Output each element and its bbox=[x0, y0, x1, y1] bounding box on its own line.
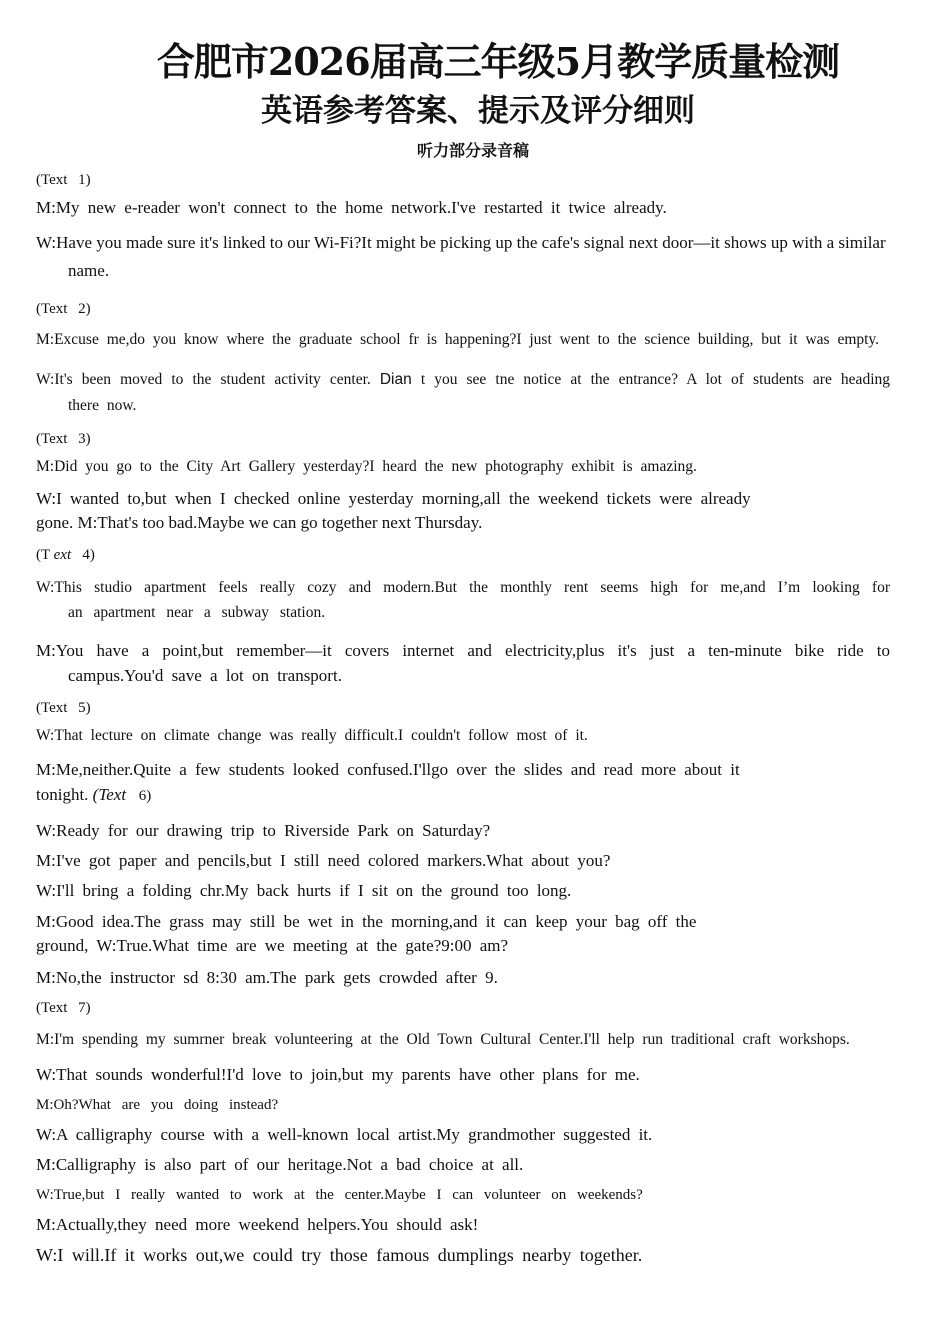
text-4-label: (T ext 4) bbox=[36, 547, 95, 563]
text-5-line-2a: M:Me,neither.Quite a few students looked confused.I'llgo over the slides and read more about it bbox=[36, 759, 740, 779]
text-5-line-2b: tonight. (Text 6) bbox=[36, 784, 152, 804]
text-7-line-6: W:True,but I really wanted to work at the center.Maybe I can volunteer on weekends? bbox=[36, 1187, 643, 1203]
text-2-line-2b: Dian bbox=[379, 370, 412, 388]
text-7-line-2: W:That sounds wonderful!I'd love to join,but my parents have other plans for me. bbox=[36, 1065, 640, 1084]
answer-key-subtitle: 英语参考答案、提示及评分细则 bbox=[261, 93, 695, 129]
transcript-body bbox=[36, 168, 890, 1270]
text-6-line-4b: ground, W:True.What time are we meeting at the gate?9:00 am? bbox=[36, 935, 509, 955]
text-1-line-2: W:Have you made sure it's linked to our Wi-Fi?It might be picking up the cafe's signal next door—it shows up with a similar name. bbox=[36, 232, 886, 280]
listening-transcript-heading: 听力部分录音稿 bbox=[416, 141, 529, 160]
text-6-label: (Text bbox=[92, 784, 127, 804]
text-5-label: (Text 5) bbox=[36, 700, 91, 716]
text-6-line-5: M:No,the instructor sd 8:30 am.The park gets crowded after 9. bbox=[36, 967, 498, 987]
text-7-line-1: M:I'm spending my sumrner break volunteering at the Old Town Cultural Center.I'll help run traditional craft workshops. bbox=[36, 1031, 850, 1048]
text-2-line-2a: W:It's been moved to the student activity center. bbox=[36, 370, 371, 388]
exam-title: 合肥市2026届高三年级5月教学质量检测 bbox=[156, 39, 840, 84]
text-7-label: (Text 7) bbox=[36, 1000, 91, 1016]
text-7-line-8: W:I will.If it works out,we could try those famous dumplings nearby together. bbox=[36, 1245, 643, 1265]
text-6-line-2: M:I've got paper and pencils,but I still need colored markers.What about you? bbox=[36, 850, 611, 870]
text-4-line-1: W:This studio apartment feels really cozy and modern.But the monthly rent seems high for me,and I’m looking for an apartment near a subway station. bbox=[36, 579, 890, 621]
text-2-line-2c: t you see tne notice at the entrance? A lot of students are heading there now. bbox=[68, 370, 890, 414]
text-6-line-1: W:Ready for our drawing trip to Riverside Park on Saturday? bbox=[36, 820, 491, 840]
text-2-line-1: M:Excuse me,do you know where the graduate school fr is happening?I just went to the science building, but it was empty. bbox=[36, 330, 880, 348]
text-5-line-1: W:That lecture on climate change was really difficult.I couldn't follow most of it. bbox=[36, 727, 588, 744]
text-2-line-2 bbox=[36, 367, 890, 419]
text-3-label: (Text 3) bbox=[36, 430, 91, 447]
text-7-line-7: M:Actually,they need more weekend helpers.You should ask! bbox=[36, 1215, 479, 1234]
text-3-line-1: M:Did you go to the City Art Gallery yesterday?I heard the new photography exhibit is amazing. bbox=[36, 457, 697, 475]
text-3-line-2b: gone. M:That's too bad.Maybe we can go together next Thursday. bbox=[36, 513, 483, 532]
text-1-label: (Text 1) bbox=[36, 172, 91, 188]
text-6-line-3: W:I'll bring a folding chr.My back hurts if I sit on the ground too long. bbox=[36, 880, 572, 900]
text-6-line-4a: M:Good idea.The grass may still be wet in the morning,and it can keep your bag off the bbox=[36, 911, 697, 931]
text-7-line-3: M:Oh?What are you doing instead? bbox=[36, 1097, 279, 1113]
text-1-line-1: M:My new e-reader won't connect to the home network.I've restarted it twice already. bbox=[36, 198, 667, 217]
text-4-line-2: M:You have a point,but remember—it covers internet and electricity,plus it's just a ten-minute bike ride to campus.You'd save a lot on transport. bbox=[36, 641, 890, 685]
text-2-label: (Text 2) bbox=[36, 300, 91, 317]
text-7-line-4: W:A calligraphy course with a well-known local artist.My grandmother suggested it. bbox=[36, 1125, 653, 1144]
text-3-line-2a: W:I wanted to,but when I checked online yesterday morning,all the weekend tickets were already bbox=[36, 489, 751, 508]
text-7-line-5: M:Calligraphy is also part of our heritage.Not a bad choice at all. bbox=[36, 1155, 524, 1174]
